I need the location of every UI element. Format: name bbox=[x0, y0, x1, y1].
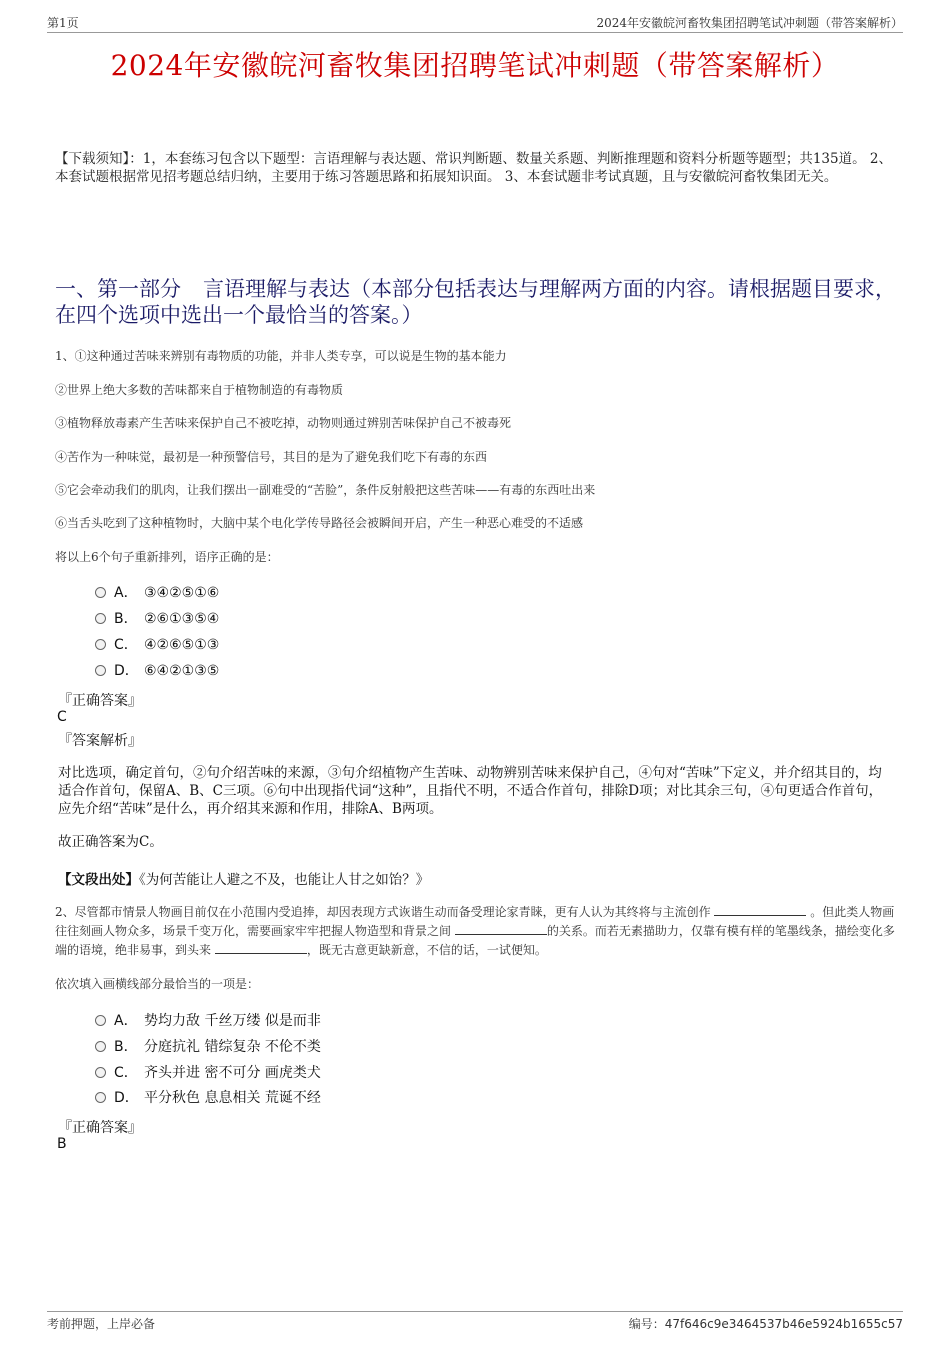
radio-button-icon[interactable] bbox=[95, 1067, 106, 1078]
fill-blank-2 bbox=[455, 922, 547, 935]
source-label: 【文段出处】 bbox=[58, 872, 139, 888]
option-text: 分庭抗礼 错综复杂 不伦不类 bbox=[144, 1039, 321, 1055]
section-description: 言语理解与表达（本部分包括表达与理解两方面的内容。请根据题目要求，在四个选项中选出一个最恰当的答案。） bbox=[55, 277, 896, 327]
option-letter: C． bbox=[114, 637, 138, 653]
option-letter: B． bbox=[114, 611, 138, 627]
option-text: ③④②⑤①⑥ bbox=[144, 585, 220, 601]
q2-stem-part-1: 2、尽管都市情景人物画目前仅在小范围内受追捧，却因表现方式诙谐生动而备受理论家青睐，更有人认为其终将与主流创作 bbox=[55, 905, 711, 919]
footer-slogan: 考前押题，上岸必备 bbox=[47, 1317, 156, 1331]
fill-blank-3 bbox=[215, 941, 307, 954]
option-letter: C． bbox=[114, 1065, 138, 1081]
q1-source bbox=[58, 868, 429, 888]
option-letter: D． bbox=[114, 1090, 139, 1106]
radio-button-icon[interactable] bbox=[95, 639, 106, 650]
radio-button-icon[interactable] bbox=[95, 613, 106, 624]
option-text: ⑥④②①③⑤ bbox=[144, 663, 220, 679]
footer-divider bbox=[47, 1311, 903, 1312]
download-notice: 【下载须知】：1，本套练习包含以下题型：言语理解与表达题、常识判断题、数量关系题、判断推理题和资料分析题等题型；共135道。 2、本套试题根据常见招考题总结归纳，主要用于练习答题思路和拓展知识面。 3、本套试题非考试真题，且与安徽皖河畜牧集团无关。 bbox=[55, 151, 892, 185]
q2-answer-label: 『正确答案』 bbox=[58, 1120, 142, 1136]
radio-button-icon[interactable] bbox=[95, 587, 106, 598]
q1-sentence-1: 1、①这种通过苦味来辨别有毒物质的功能，并非人类专享，可以说是生物的基本能力 bbox=[55, 349, 507, 363]
q2-option-b[interactable] bbox=[95, 1038, 321, 1056]
q1-sentence-6: ⑥当舌头吃到了这种植物时，大脑中某个电化学传导路径会被瞬间开启，产生一种恶心难受的不适感 bbox=[55, 516, 584, 530]
q2-stem-part-2: 。但此类人物画往往刻画人物众多，场景千变万化，需要画家牢牢把握人物造型和背景之间 bbox=[55, 905, 895, 938]
q1-option-a[interactable] bbox=[95, 584, 219, 602]
q1-analysis: 对比选项，确定首句，②句介绍苦味的来源，③句介绍植物产生苦味、动物辨别苦味来保护自己，④句对“苦味”下定义，并介绍其目的，均适合作首句，保留A、B、C三项。⑥句中出现指代词“这种”，且指代不明，不适合作首句，排除D项；对比其余三句，④句更适合作首句，应先介绍“苦味”是什么，再介绍其来源和作用，排除A、B两项。 bbox=[58, 765, 883, 817]
option-text: ②⑥①③⑤④ bbox=[144, 611, 220, 627]
radio-button-icon[interactable] bbox=[95, 1092, 106, 1103]
q1-answer: C bbox=[57, 709, 67, 725]
footer-code bbox=[629, 1315, 903, 1332]
q2-stem-part-3: 的关系。而若无素描助力，仅靠有模有样的笔墨线条，描绘变化多端的语境，绝非易事，到头来 bbox=[55, 924, 895, 957]
section-part: 一、第一部分 bbox=[55, 277, 181, 301]
q1-option-c[interactable] bbox=[95, 636, 219, 654]
q1-option-b[interactable] bbox=[95, 610, 219, 628]
option-letter: D． bbox=[114, 663, 139, 679]
q1-answer-label: 『正确答案』 bbox=[58, 693, 142, 709]
q1-sentence-2: ②世界上绝大多数的苦味都来自于植物制造的有毒物质 bbox=[55, 383, 344, 397]
q2-option-c[interactable] bbox=[95, 1064, 321, 1082]
q1-prompt: 将以上6个句子重新排列，语序正确的是： bbox=[55, 550, 279, 564]
q2-answer: B bbox=[57, 1136, 67, 1152]
radio-button-icon[interactable] bbox=[95, 665, 106, 676]
radio-button-icon[interactable] bbox=[95, 1015, 106, 1026]
q1-analysis-label: 『答案解析』 bbox=[58, 733, 142, 749]
q2-stem bbox=[55, 903, 905, 960]
option-letter: A． bbox=[114, 1013, 138, 1029]
source-text: 《为何苦能让人避之不及，也能让人甘之如饴？》 bbox=[139, 872, 430, 888]
page-number: 第1页 bbox=[47, 16, 79, 30]
q1-conclusion: 故正确答案为C。 bbox=[58, 834, 163, 850]
q2-option-a[interactable] bbox=[95, 1012, 321, 1030]
q1-sentence-3: ③植物释放毒素产生苦味来保护自己不被吃掉，动物则通过辨别苦味保护自己不被毒死 bbox=[55, 416, 512, 430]
q1-sentence-4: ④苦作为一种味觉，最初是一种预警信号，其目的是为了避免我们吃下有毒的东西 bbox=[55, 450, 488, 464]
q1-option-d[interactable] bbox=[95, 662, 219, 680]
option-letter: A． bbox=[114, 585, 138, 601]
radio-button-icon[interactable] bbox=[95, 1041, 106, 1052]
document-title: 2024年安徽皖河畜牧集团招聘笔试冲刺题（带答案解析） bbox=[110, 49, 840, 82]
q2-stem-part-4: ，既无古意更缺新意，不信的话，一试便知。 bbox=[306, 943, 547, 957]
header-divider bbox=[47, 32, 903, 33]
q1-sentence-5: ⑤它会牵动我们的肌肉，让我们摆出一副难受的“苦脸”，条件反射般把这些苦味——有毒的东西吐出来 bbox=[55, 483, 596, 497]
footer-code-label: 编号： bbox=[628, 1317, 665, 1331]
q2-prompt: 依次填入画横线部分最恰当的一项是： bbox=[55, 977, 260, 991]
option-letter: B． bbox=[114, 1039, 138, 1055]
option-text: 势均力敌 千丝万缕 似是而非 bbox=[144, 1013, 321, 1029]
running-title: 2024年安徽皖河畜牧集团招聘笔试冲刺题（带答案解析） bbox=[596, 16, 903, 30]
option-text: ④②⑥⑤①③ bbox=[144, 637, 220, 653]
section-heading bbox=[55, 276, 905, 328]
option-text: 齐头并进 密不可分 画虎类犬 bbox=[144, 1065, 321, 1081]
option-text: 平分秋色 息息相关 荒诞不经 bbox=[144, 1090, 321, 1106]
footer-code-value: 47f646c9e3464537b46e5924b1655c57 bbox=[664, 1317, 903, 1331]
fill-blank-1 bbox=[714, 903, 806, 916]
q2-option-d[interactable] bbox=[95, 1089, 321, 1107]
